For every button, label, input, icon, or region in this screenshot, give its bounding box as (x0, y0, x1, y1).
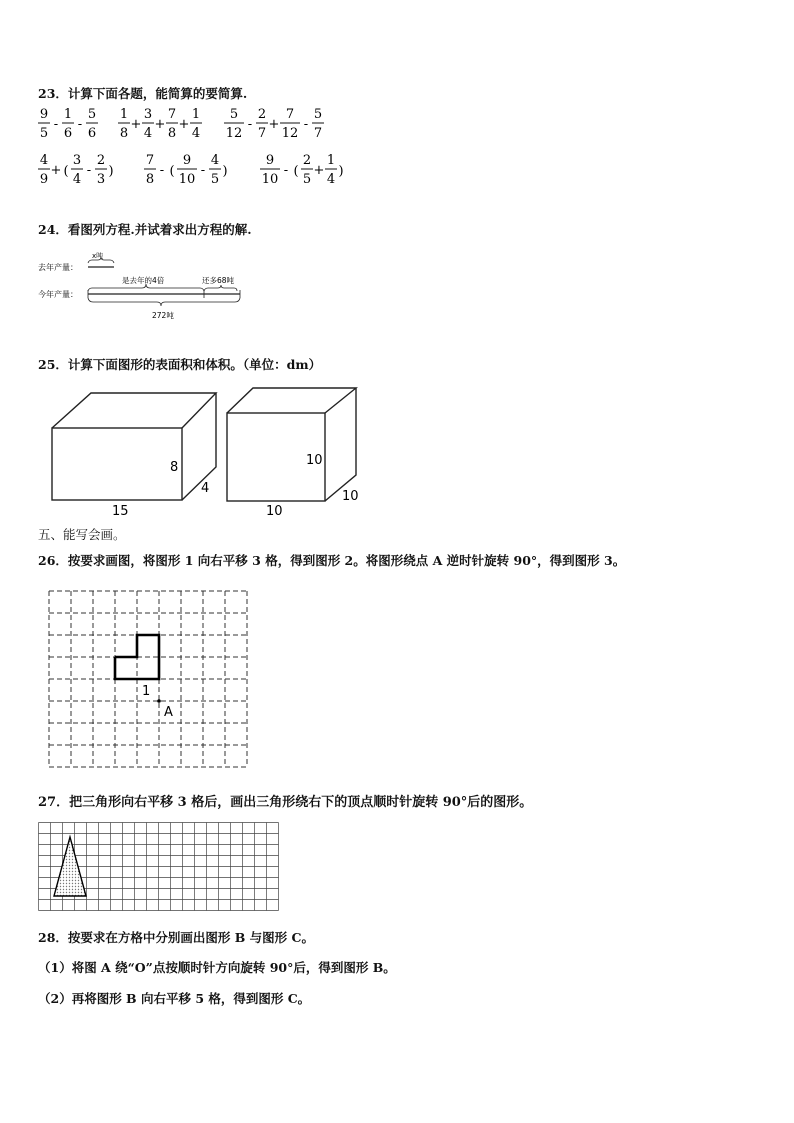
paren-open: ( (293, 164, 299, 179)
q23-expressions (34, 104, 374, 192)
operator: - (303, 117, 309, 132)
fraction-numerator: 9 (182, 153, 192, 168)
cube-length-label: 10 (266, 504, 283, 519)
fraction (260, 153, 280, 187)
fraction-numerator: 2 (96, 153, 106, 168)
fraction (190, 107, 202, 141)
fraction-numerator: 2 (302, 153, 312, 168)
fraction-denominator: 5 (39, 126, 49, 141)
fraction-denominator: 6 (87, 126, 97, 141)
fraction-denominator: 8 (167, 126, 177, 141)
operator: + (178, 117, 190, 132)
cube (227, 388, 356, 501)
fraction-numerator: 1 (63, 107, 73, 122)
fraction-numerator: 4 (39, 153, 49, 168)
fraction-denominator: 4 (326, 172, 336, 187)
fraction-numerator: 2 (257, 107, 267, 122)
q28-step-2: （2）再将图形 B 向右平移 5 格，得到图形 C。 (38, 991, 311, 1006)
cuboid-width-label: 4 (201, 481, 210, 496)
this-year-label: 今年产量： (38, 290, 78, 299)
q26-title: 26．按要求画图，将图形 1 向右平移 3 格，得到图形 2。将图形绕点 A 逆时针旋转 90°，得到图形 3。 (38, 553, 626, 568)
q26-dashed-grid (44, 589, 254, 774)
fraction (256, 107, 268, 141)
q23-expression (118, 107, 202, 141)
fraction (224, 107, 244, 141)
operator: + (154, 117, 166, 132)
fraction-numerator: 1 (119, 107, 129, 122)
fraction-denominator: 10 (178, 172, 196, 187)
fraction-numerator: 4 (210, 153, 220, 168)
q27-title: 27．把三角形向右平移 3 格后，画出三角形绕右下的顶点顺时针旋转 90°后的图形。 (38, 795, 533, 810)
fraction (301, 153, 313, 187)
operator: + (130, 117, 142, 132)
fraction-numerator: 1 (191, 107, 201, 122)
fraction-denominator: 5 (302, 172, 312, 187)
fraction-denominator: 3 (96, 172, 106, 187)
shape-1-label: 1 (142, 684, 151, 699)
operator: + (313, 163, 325, 178)
paren-open: ( (63, 164, 69, 179)
fraction-denominator: 6 (63, 126, 73, 141)
fraction-denominator: 7 (313, 126, 323, 141)
x-label: x吨 (92, 252, 104, 260)
more-brace (204, 285, 237, 291)
fraction-denominator: 9 (39, 172, 49, 187)
paren-open: ( (169, 164, 175, 179)
q27-square-grid (38, 822, 280, 914)
paren-close: ) (338, 164, 344, 179)
q24-line-diagram (34, 246, 254, 324)
times-label: 是去年的4倍 (122, 276, 165, 285)
more-label: 还多68吨 (202, 276, 235, 285)
fraction-denominator: 12 (225, 126, 243, 141)
total-label: 272吨 (152, 311, 174, 320)
fraction-denominator: 4 (191, 126, 201, 141)
cuboid-length-label: 15 (112, 504, 129, 519)
q23-expression (260, 153, 344, 187)
section-5-heading: 五、能写会画。 (38, 527, 126, 542)
last-year-label: 去年产量： (38, 263, 78, 272)
q25-solids (44, 385, 374, 520)
fraction (144, 153, 156, 187)
fraction-numerator: 7 (167, 107, 177, 122)
q23-expression (144, 153, 228, 187)
paren-close: ) (222, 164, 228, 179)
operator: - (77, 117, 83, 132)
total-brace (88, 298, 240, 306)
q28-step-1: （1）将图 A 绕“O”点按顺时针方向旋转 90°后，得到图形 B。 (38, 960, 396, 975)
fraction-numerator: 5 (229, 107, 239, 122)
q23-expression (224, 107, 324, 141)
fraction (95, 153, 107, 187)
q23-expression (38, 107, 98, 141)
fraction-denominator: 10 (261, 172, 279, 187)
fraction (166, 107, 178, 141)
operator: - (200, 163, 206, 178)
paren-close: ) (108, 164, 114, 179)
operator: + (268, 117, 280, 132)
fraction-denominator: 8 (119, 126, 129, 141)
q24-title: 24．看图列方程.并试着求出方程的解. (38, 222, 252, 237)
cuboid (52, 393, 216, 500)
fraction-numerator: 9 (39, 107, 49, 122)
fraction (312, 107, 324, 141)
operator: - (159, 163, 165, 178)
fraction-denominator: 8 (145, 172, 155, 187)
fraction-denominator: 12 (281, 126, 299, 141)
cuboid-height-label: 8 (170, 460, 179, 475)
point-a-label: A (164, 705, 173, 720)
q23-expression (38, 153, 114, 187)
q28-title: 28．按要求在方格中分别画出图形 B 与图形 C。 (38, 930, 314, 945)
q23-row-2 (38, 153, 344, 187)
fraction-numerator: 5 (313, 107, 323, 122)
cube-width-label: 10 (342, 489, 359, 504)
fraction-numerator: 7 (145, 153, 155, 168)
fraction (280, 107, 300, 141)
point-a (157, 699, 161, 703)
fraction-numerator: 9 (265, 153, 275, 168)
fraction (142, 107, 154, 141)
fraction-numerator: 5 (87, 107, 97, 122)
fraction-denominator: 7 (257, 126, 267, 141)
fraction-numerator: 1 (326, 153, 336, 168)
operator: + (50, 163, 62, 178)
operator: - (283, 163, 289, 178)
q25-title: 25．计算下面图形的表面积和体积。（单位：dm） (38, 357, 322, 372)
q23-row-1 (38, 107, 324, 141)
fraction (86, 107, 98, 141)
fraction-numerator: 3 (143, 107, 153, 122)
fraction (38, 153, 50, 187)
fraction-denominator: 4 (72, 172, 82, 187)
q23-title: 23．计算下面各题，能简算的要简算. (38, 86, 248, 101)
fraction (177, 153, 197, 187)
fraction (38, 107, 50, 141)
fraction-numerator: 7 (285, 107, 295, 122)
operator: - (86, 163, 92, 178)
operator: - (53, 117, 59, 132)
fraction (62, 107, 74, 141)
fraction-denominator: 4 (143, 126, 153, 141)
fraction-denominator: 5 (210, 172, 220, 187)
fraction (71, 153, 83, 187)
fraction (325, 153, 337, 187)
fraction (118, 107, 130, 141)
fraction (209, 153, 221, 187)
fraction-numerator: 3 (72, 153, 82, 168)
cube-height-label: 10 (306, 453, 323, 468)
operator: - (247, 117, 253, 132)
times-brace (88, 284, 204, 291)
